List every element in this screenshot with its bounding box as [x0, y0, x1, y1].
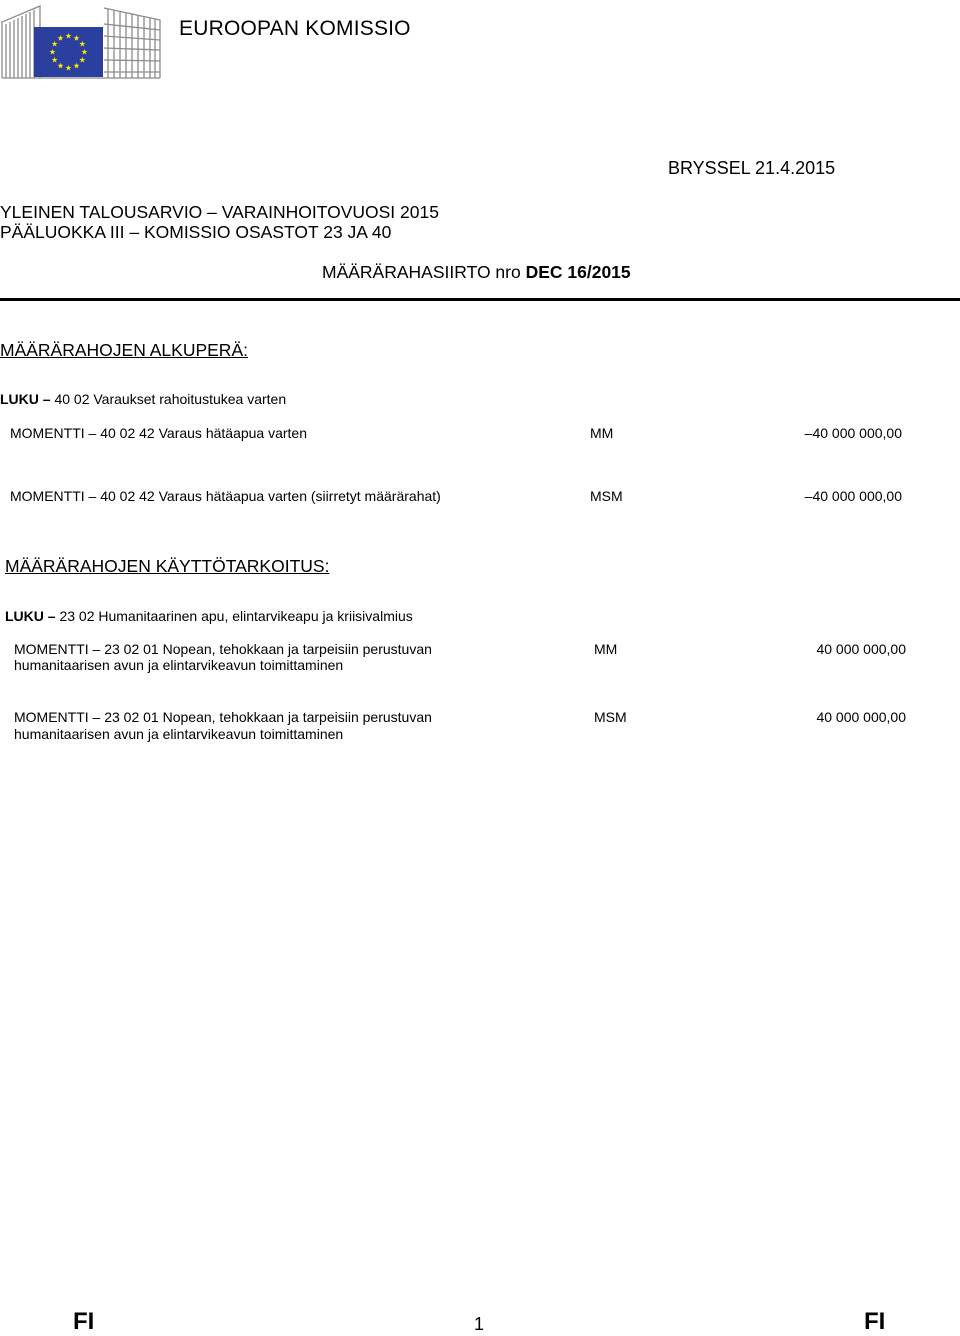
- usage-item-desc-line1: MOMENTTI – 23 02 01 Nopean, tehokkaan ja tarpeisiin perustuvan: [14, 641, 432, 657]
- origin-item-desc: MOMENTTI – 40 02 42 Varaus hätäapua varten: [10, 425, 308, 441]
- footer-language-left: FI: [73, 1308, 95, 1335]
- origin-item-desc: MOMENTTI – 40 02 42 Varaus hätäapua varten (siirretyt määrärahat): [10, 488, 441, 504]
- usage-heading: MÄÄRÄRAHOJEN KÄYTTÖTARKOITUS:: [5, 556, 330, 576]
- origin-item-type: MM: [590, 425, 614, 441]
- usage-item-type: MSM: [594, 709, 627, 725]
- origin-heading: MÄÄRÄRAHOJEN ALKUPERÄ:: [0, 340, 248, 360]
- budget-subtitle: PÄÄLUOKKA III – KOMISSIO OSASTOT 23 JA 40: [0, 222, 392, 242]
- header-divider: [0, 298, 960, 301]
- footer-language-right: FI: [864, 1308, 886, 1335]
- usage-item-desc-line2: humanitaarisen avun ja elintarvikeavun toimittaminen: [14, 657, 344, 673]
- transfer-prefix: MÄÄRÄRAHASIIRTO nro: [322, 262, 526, 282]
- usage-item-desc-line2: humanitaarisen avun ja elintarvikeavun toimittaminen: [14, 726, 344, 742]
- origin-item-amount: –40 000 000,00: [804, 488, 902, 504]
- transfer-number: DEC 16/2015: [525, 262, 631, 282]
- origin-chapter: [0, 391, 286, 407]
- european-commission-logo: [0, 0, 162, 80]
- chapter-text: 40 02 Varaukset rahoitustukea varten: [50, 391, 287, 407]
- usage-item-amount: 40 000 000,00: [816, 709, 906, 725]
- budget-title: YLEINEN TALOUSARVIO – VARAINHOITOVUOSI 2015: [0, 202, 439, 222]
- usage-chapter: [5, 608, 413, 624]
- origin-item-type: MSM: [590, 488, 623, 504]
- chapter-label: LUKU –: [0, 391, 51, 407]
- organisation-name: EUROOPAN KOMISSIO: [179, 17, 411, 40]
- origin-item-amount: –40 000 000,00: [804, 425, 902, 441]
- chapter-label: LUKU –: [5, 608, 56, 624]
- usage-item-type: MM: [594, 641, 618, 657]
- transfer-heading: [322, 262, 631, 283]
- page-number: 1: [474, 1314, 485, 1334]
- document-date: BRYSSEL 21.4.2015: [668, 158, 836, 178]
- chapter-text: 23 02 Humanitaarinen apu, elintarvikeapu ja kriisivalmius: [55, 608, 413, 624]
- usage-item-desc-line1: MOMENTTI – 23 02 01 Nopean, tehokkaan ja tarpeisiin perustuvan: [14, 709, 432, 725]
- usage-item-amount: 40 000 000,00: [816, 641, 906, 657]
